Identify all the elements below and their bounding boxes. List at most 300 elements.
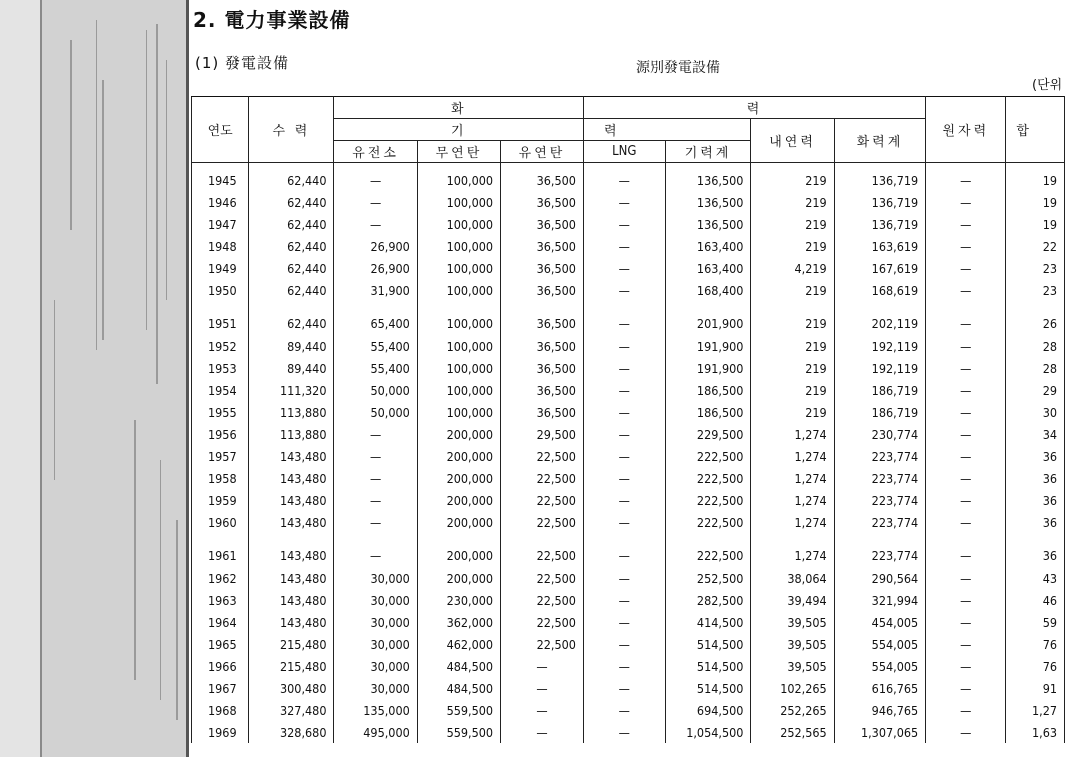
table-row [192,163,1065,192]
cell-hydro: 113,880 [249,401,334,423]
cell-lng: — [583,301,665,335]
cell-steam-total: 163,400 [665,257,751,279]
cell-anthracite: 200,000 [417,445,500,467]
cell-lng: — [583,163,665,192]
cell-internal-combustion: 252,565 [751,721,834,743]
cell-thermal-total: 186,719 [834,379,925,401]
cell-lng: — [583,257,665,279]
col-header-year: 연도 [192,97,249,163]
cell-total: 22 [1006,235,1065,257]
cell-year: 1956 [192,423,249,445]
cell-lng: — [583,423,665,445]
cell-hydro: 62,440 [249,235,334,257]
cell-thermal-total: 168,619 [834,279,925,301]
cell-total: 36 [1006,489,1065,511]
cell-thermal-total: 230,774 [834,423,925,445]
cell-lng: — [583,655,665,677]
cell-hydro: 143,480 [249,445,334,467]
cell-anthracite: 200,000 [417,567,500,589]
cell-lng: — [583,589,665,611]
table-row [192,467,1065,489]
cell-internal-combustion: 219 [751,235,834,257]
col-header-bunker: 유전소 [334,141,417,163]
cell-bunker: 31,900 [334,279,417,301]
cell-thermal-total: 202,119 [834,301,925,335]
cell-nuclear: — [926,699,1006,721]
cell-internal-combustion: 102,265 [751,677,834,699]
cell-total: 1,27 [1006,699,1065,721]
cell-anthracite: 200,000 [417,511,500,533]
cell-bituminous: 22,500 [501,511,584,533]
cell-nuclear: — [926,379,1006,401]
col-header-thermal-right: 력 [583,97,925,119]
table-row [192,511,1065,533]
cell-thermal-total: 290,564 [834,567,925,589]
cell-internal-combustion: 219 [751,379,834,401]
cell-bituminous: 22,500 [501,633,584,655]
cell-bunker: 30,000 [334,589,417,611]
cell-hydro: 89,440 [249,335,334,357]
cell-total: 28 [1006,357,1065,379]
cell-hydro: 143,480 [249,533,334,567]
cell-bituminous: — [501,721,584,743]
cell-internal-combustion: 252,265 [751,699,834,721]
table-row [192,213,1065,235]
cell-bunker: — [334,533,417,567]
cell-bunker: — [334,511,417,533]
cell-bunker: — [334,213,417,235]
cell-lng: — [583,279,665,301]
cell-total: 36 [1006,467,1065,489]
cell-internal-combustion: 38,064 [751,567,834,589]
cell-lng: — [583,533,665,567]
cell-lng: — [583,467,665,489]
cell-lng: — [583,235,665,257]
cell-anthracite: 100,000 [417,163,500,192]
cell-lng: — [583,677,665,699]
cell-lng: — [583,213,665,235]
cell-anthracite: 100,000 [417,357,500,379]
table-row [192,677,1065,699]
cell-steam-total: 414,500 [665,611,751,633]
cell-nuclear: — [926,589,1006,611]
cell-thermal-total: 616,765 [834,677,925,699]
cell-anthracite: 100,000 [417,379,500,401]
col-header-total: 합 [1006,97,1065,163]
cell-bituminous: 22,500 [501,611,584,633]
cell-year: 1969 [192,721,249,743]
cell-steam-total: 186,500 [665,401,751,423]
section-title: 2. 電力事業設備 [193,8,351,32]
cell-total: 36 [1006,511,1065,533]
cell-steam-total: 163,400 [665,235,751,257]
cell-hydro: 62,440 [249,191,334,213]
cell-thermal-total: 223,774 [834,445,925,467]
cell-steam-total: 252,500 [665,567,751,589]
table-row [192,721,1065,743]
cell-year: 1959 [192,489,249,511]
cell-thermal-total: 223,774 [834,511,925,533]
cell-nuclear: — [926,721,1006,743]
table-row [192,301,1065,335]
cell-bituminous: 22,500 [501,533,584,567]
cell-nuclear: — [926,163,1006,192]
cell-anthracite: 100,000 [417,191,500,213]
table-row [192,279,1065,301]
cell-nuclear: — [926,655,1006,677]
cell-hydro: 62,440 [249,279,334,301]
cell-bituminous: 36,500 [501,379,584,401]
cell-bituminous: 36,500 [501,279,584,301]
cell-bituminous: 36,500 [501,191,584,213]
cell-year: 1968 [192,699,249,721]
cell-bunker: 30,000 [334,633,417,655]
cell-bunker: 50,000 [334,401,417,423]
cell-year: 1960 [192,511,249,533]
cell-thermal-total: 223,774 [834,489,925,511]
cell-bunker: 135,000 [334,699,417,721]
cell-internal-combustion: 219 [751,401,834,423]
cell-total: 59 [1006,611,1065,633]
cell-year: 1964 [192,611,249,633]
cell-anthracite: 100,000 [417,301,500,335]
cell-hydro: 62,440 [249,257,334,279]
cell-nuclear: — [926,279,1006,301]
cell-hydro: 143,480 [249,467,334,489]
cell-steam-total: 191,900 [665,357,751,379]
table-row [192,489,1065,511]
cell-total: 43 [1006,567,1065,589]
cell-nuclear: — [926,445,1006,467]
table-row [192,445,1065,467]
cell-hydro: 113,880 [249,423,334,445]
cell-lng: — [583,511,665,533]
cell-internal-combustion: 219 [751,163,834,192]
cell-bunker: — [334,489,417,511]
cell-internal-combustion: 1,274 [751,511,834,533]
cell-year: 1962 [192,567,249,589]
adjacent-page-shadow [42,0,188,757]
cell-year: 1950 [192,279,249,301]
cell-total: 29 [1006,379,1065,401]
cell-lng: — [583,699,665,721]
cell-nuclear: — [926,191,1006,213]
cell-bunker: 65,400 [334,301,417,335]
cell-nuclear: — [926,611,1006,633]
cell-total: 76 [1006,633,1065,655]
cell-steam-total: 222,500 [665,489,751,511]
cell-thermal-total: 163,619 [834,235,925,257]
cell-year: 1946 [192,191,249,213]
cell-thermal-total: 946,765 [834,699,925,721]
cell-hydro: 215,480 [249,633,334,655]
cell-bituminous: 36,500 [501,163,584,192]
col-header-nuclear: 원자력 [926,97,1006,163]
cell-nuclear: — [926,335,1006,357]
cell-total: 36 [1006,445,1065,467]
cell-hydro: 62,440 [249,301,334,335]
cell-bunker: — [334,467,417,489]
viewer-gutter [0,0,40,757]
cell-year: 1967 [192,677,249,699]
cell-total: 1,63 [1006,721,1065,743]
cell-bunker: — [334,445,417,467]
cell-bituminous: 36,500 [501,401,584,423]
cell-bituminous: 36,500 [501,335,584,357]
cell-year: 1965 [192,633,249,655]
cell-hydro: 62,440 [249,163,334,192]
cell-year: 1953 [192,357,249,379]
cell-year: 1947 [192,213,249,235]
cell-thermal-total: 223,774 [834,467,925,489]
cell-bituminous: 36,500 [501,357,584,379]
cell-bunker: 55,400 [334,335,417,357]
table-row [192,235,1065,257]
cell-thermal-total: 136,719 [834,163,925,192]
cell-thermal-total: 167,619 [834,257,925,279]
cell-year: 1958 [192,467,249,489]
cell-nuclear: — [926,467,1006,489]
cell-internal-combustion: 219 [751,335,834,357]
cell-total: 91 [1006,677,1065,699]
cell-year: 1954 [192,379,249,401]
cell-hydro: 327,480 [249,699,334,721]
cell-bituminous: — [501,655,584,677]
cell-steam-total: 136,500 [665,213,751,235]
cell-steam-total: 191,900 [665,335,751,357]
cell-hydro: 300,480 [249,677,334,699]
cell-internal-combustion: 1,274 [751,423,834,445]
cell-bituminous: 36,500 [501,213,584,235]
cell-total: 19 [1006,213,1065,235]
cell-thermal-total: 136,719 [834,213,925,235]
cell-internal-combustion: 219 [751,357,834,379]
cell-lng: — [583,357,665,379]
cell-internal-combustion: 219 [751,213,834,235]
cell-thermal-total: 192,119 [834,357,925,379]
col-header-steam: 기 [334,119,583,141]
cell-nuclear: — [926,511,1006,533]
table-row [192,191,1065,213]
cell-nuclear: — [926,677,1006,699]
cell-nuclear: — [926,357,1006,379]
cell-nuclear: — [926,633,1006,655]
cell-hydro: 143,480 [249,511,334,533]
cell-internal-combustion: 39,505 [751,655,834,677]
cell-bituminous: 36,500 [501,235,584,257]
cell-anthracite: 100,000 [417,279,500,301]
cell-hydro: 143,480 [249,489,334,511]
cell-anthracite: 484,500 [417,655,500,677]
cell-total: 46 [1006,589,1065,611]
cell-total: 34 [1006,423,1065,445]
cell-steam-total: 229,500 [665,423,751,445]
table-row [192,533,1065,567]
cell-bunker: 55,400 [334,357,417,379]
cell-nuclear: — [926,213,1006,235]
cell-nuclear: — [926,401,1006,423]
cell-total: 76 [1006,655,1065,677]
cell-bunker: 30,000 [334,611,417,633]
cell-hydro: 143,480 [249,589,334,611]
cell-bunker: — [334,423,417,445]
cell-internal-combustion: 1,274 [751,489,834,511]
cell-total: 23 [1006,257,1065,279]
cell-thermal-total: 554,005 [834,633,925,655]
cell-anthracite: 559,500 [417,699,500,721]
cell-thermal-total: 321,994 [834,589,925,611]
cell-bituminous: 22,500 [501,589,584,611]
cell-lng: — [583,191,665,213]
cell-anthracite: 100,000 [417,401,500,423]
table-row [192,401,1065,423]
cell-steam-total: 186,500 [665,379,751,401]
col-header-internal-combustion: 내연력 [751,119,834,163]
cell-anthracite: 100,000 [417,335,500,357]
cell-year: 1948 [192,235,249,257]
cell-internal-combustion: 219 [751,191,834,213]
document-page [189,0,1065,757]
col-header-steam-right: 력 [583,119,750,141]
cell-steam-total: 514,500 [665,655,751,677]
cell-internal-combustion: 39,505 [751,611,834,633]
cell-year: 1951 [192,301,249,335]
cell-steam-total: 222,500 [665,467,751,489]
cell-lng: — [583,379,665,401]
cell-hydro: 111,320 [249,379,334,401]
cell-nuclear: — [926,533,1006,567]
cell-bituminous: 22,500 [501,445,584,467]
subsection-title: (1) 發電設備 [195,54,290,72]
cell-steam-total: 282,500 [665,589,751,611]
cell-total: 36 [1006,533,1065,567]
cell-hydro: 143,480 [249,567,334,589]
cell-bituminous: 36,500 [501,301,584,335]
cell-internal-combustion: 4,219 [751,257,834,279]
cell-steam-total: 694,500 [665,699,751,721]
cell-steam-total: 222,500 [665,533,751,567]
cell-hydro: 215,480 [249,655,334,677]
cell-total: 30 [1006,401,1065,423]
cell-bunker: 30,000 [334,677,417,699]
cell-thermal-total: 192,119 [834,335,925,357]
cell-bituminous: 29,500 [501,423,584,445]
cell-bunker: 495,000 [334,721,417,743]
cell-bunker: 26,900 [334,235,417,257]
cell-anthracite: 462,000 [417,633,500,655]
cell-anthracite: 100,000 [417,213,500,235]
cell-nuclear: — [926,489,1006,511]
table-row [192,611,1065,633]
cell-anthracite: 200,000 [417,489,500,511]
cell-bituminous: — [501,677,584,699]
table-row [192,257,1065,279]
cell-bunker: 30,000 [334,567,417,589]
unit-label: (단위 [1032,78,1063,93]
cell-internal-combustion: 219 [751,301,834,335]
col-header-steam-total: 기력계 [665,141,751,163]
cell-bituminous: 22,500 [501,489,584,511]
col-header-lng: LNG [583,141,665,163]
cell-year: 1952 [192,335,249,357]
cell-year: 1963 [192,589,249,611]
table-row [192,423,1065,445]
cell-steam-total: 222,500 [665,445,751,467]
cell-lng: — [583,401,665,423]
cell-hydro: 89,440 [249,357,334,379]
col-header-thermal-total: 화력계 [834,119,925,163]
cell-anthracite: 200,000 [417,533,500,567]
cell-steam-total: 514,500 [665,677,751,699]
cell-steam-total: 201,900 [665,301,751,335]
cell-nuclear: — [926,301,1006,335]
cell-hydro: 328,680 [249,721,334,743]
cell-internal-combustion: 1,274 [751,467,834,489]
cell-nuclear: — [926,567,1006,589]
col-header-hydro: 수 력 [249,97,334,163]
cell-year: 1949 [192,257,249,279]
cell-anthracite: 362,000 [417,611,500,633]
cell-hydro: 143,480 [249,611,334,633]
generation-capacity-table [191,96,1065,743]
table-row [192,379,1065,401]
cell-thermal-total: 186,719 [834,401,925,423]
cell-bunker: 50,000 [334,379,417,401]
cell-bituminous: — [501,699,584,721]
cell-bunker: 26,900 [334,257,417,279]
cell-nuclear: — [926,257,1006,279]
cell-total: 26 [1006,301,1065,335]
cell-nuclear: — [926,235,1006,257]
cell-bunker: — [334,191,417,213]
cell-anthracite: 484,500 [417,677,500,699]
cell-anthracite: 559,500 [417,721,500,743]
col-header-bituminous: 유연탄 [501,141,584,163]
cell-lng: — [583,633,665,655]
cell-total: 23 [1006,279,1065,301]
cell-steam-total: 514,500 [665,633,751,655]
cell-year: 1957 [192,445,249,467]
cell-anthracite: 230,000 [417,589,500,611]
cell-hydro: 62,440 [249,213,334,235]
cell-bituminous: 36,500 [501,257,584,279]
cell-thermal-total: 136,719 [834,191,925,213]
cell-year: 1961 [192,533,249,567]
cell-internal-combustion: 1,274 [751,445,834,467]
cell-lng: — [583,721,665,743]
cell-steam-total: 222,500 [665,511,751,533]
cell-anthracite: 100,000 [417,257,500,279]
cell-lng: — [583,335,665,357]
cell-year: 1945 [192,163,249,192]
table-row [192,655,1065,677]
table-row [192,335,1065,357]
cell-steam-total: 136,500 [665,163,751,192]
cell-thermal-total: 554,005 [834,655,925,677]
table-row [192,633,1065,655]
cell-anthracite: 200,000 [417,467,500,489]
cell-internal-combustion: 39,505 [751,633,834,655]
cell-lng: — [583,489,665,511]
cell-lng: — [583,611,665,633]
table-row [192,699,1065,721]
cell-nuclear: — [926,423,1006,445]
cell-lng: — [583,567,665,589]
cell-thermal-total: 223,774 [834,533,925,567]
cell-bunker: 30,000 [334,655,417,677]
cell-internal-combustion: 39,494 [751,589,834,611]
table-row [192,357,1065,379]
